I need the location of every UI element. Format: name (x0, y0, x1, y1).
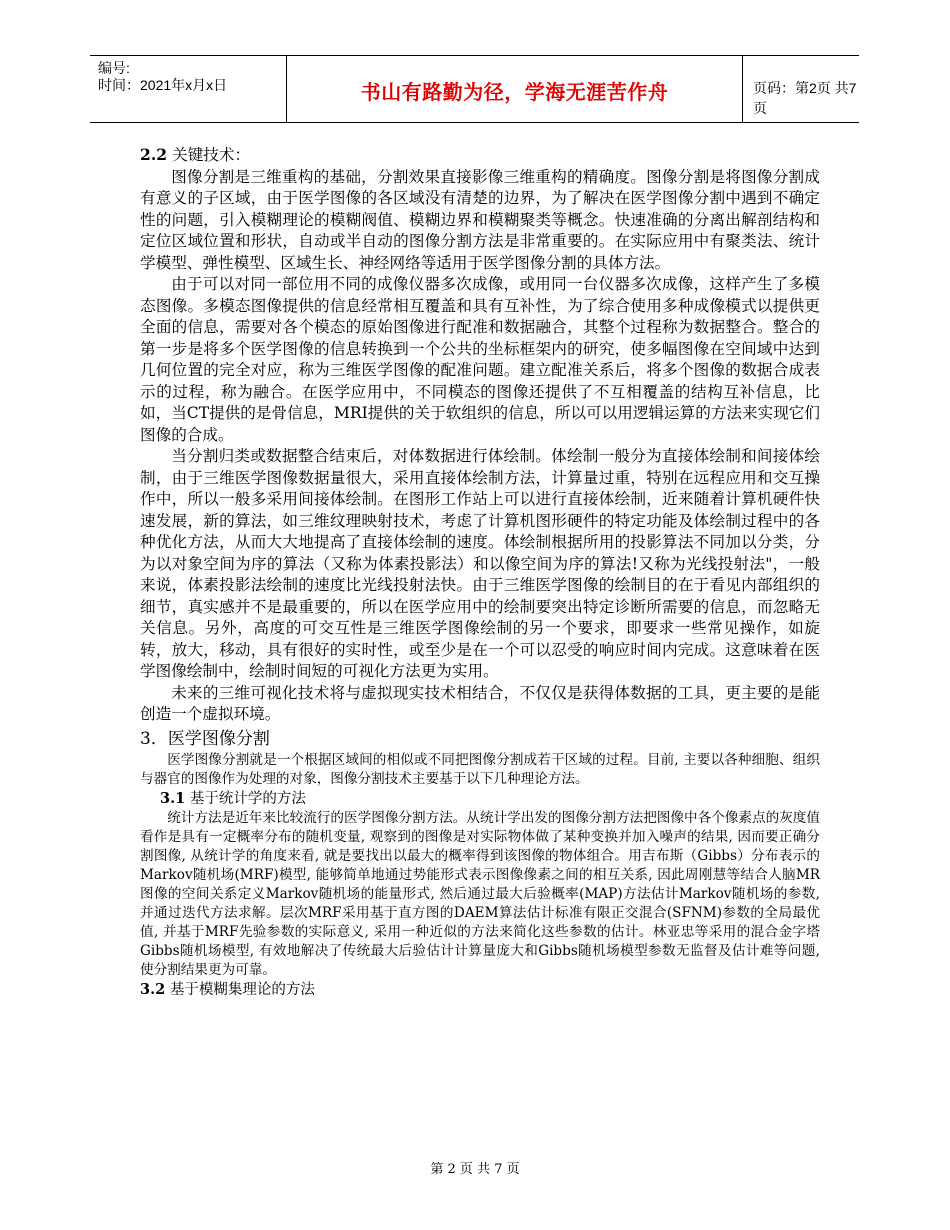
paragraph: 图像分割是三维重构的基础，分割效果直接影像三维重构的精确度。图像分割是将图像分割成有意义的子区域，由于医学图像的各区域没有清楚的边界，为了解决在医学图像分割中遇到不确定性的问题，引入模糊理论的模糊阀值、模糊边界和模糊聚类等概念。快速准确的分离出解剖结构和定位区域位置和形状，自动或半自动的图像分割方法是非常重要的。在实际应用中有聚类法、统计学模型、弹性模型、区域生长、神经网络等适用于医学图像分割的具体方法。 (140, 167, 820, 272)
section-heading-3-1 (160, 789, 820, 809)
paragraph: 当分割归类或数据整合结束后，对体数据进行体绘制。体绘制一般分为直接体绘制和间接体绘制，由于三维医学图像数据量很大，采用直接体绘制方法，计算量过重，特别在远程应用和交互操作中，所以一般多采用间接体绘制。在图形工作站上可以进行直接体绘制，近来随着计算机硬件快速发展，新的算法，如三维纹理映射技术，考虑了计算机图形硬件的特定功能及体绘制过程中的各种优化方法，从而大大地提高了直接体绘制的速度。体绘制根据所用的投影算法不同加以分类，分为以对象空间为序的算法（又称为体素投影法）和以像空间为序的算法!又称为光线投射法"，一般来说，体素投影法绘制的速度比光线投射法快。由于三维医学图像的绘制目的在于看见内部组织的细节，真实感并不是最重要的，所以在医学应用中的绘制要突出特定诊断所需要的信息，而忽略无关信息。另外，高度的可交互性是三维医学图像绘制的另一个要求，即要求一些常见操作，如旋转，放大，移动，具有很好的实时性，或至少是在一个可以忍受的响应时间内完成。这意味着在医学图像绘制中，绘制时间短的可视化方法更为实用。 (140, 447, 820, 680)
section-heading-3: 3．医学图像分割 (140, 728, 270, 749)
section-title: 基于统计学的方法 (185, 790, 306, 807)
section-number: 3.2 (140, 980, 166, 998)
doc-number-label: 编号: (98, 60, 130, 76)
section-number: 2.2 (140, 145, 168, 164)
page-header (90, 55, 859, 123)
page-footer: 第 2 页 共 7 页 (430, 1162, 520, 1177)
section-heading-2-2 (140, 144, 820, 167)
section-heading-3-2 (140, 980, 820, 1000)
header-meta (90, 56, 286, 122)
document-body (140, 144, 820, 1000)
header-page-info: 页码：第2页 共7页 (753, 80, 857, 116)
section-number: 3.1 (160, 789, 186, 807)
paragraph: 统计方法是近年来比较流行的医学图像分割方法。从统计学出发的图像分割方法把图像中各个像素点的灰度值看作是具有一定概率分布的随机变量, 观察到的图像是对实际物体做了某种变换并加入噪声的结果, 因而要正确分割图像, 从统计学的角度来看, 就是要找出以最大的概率得到该图像的物体组合。用吉布斯（Gibbs）分布表示的Markov随机场(MRF)模型, 能够简单地通过势能形式表示图像像素之间的相互关系, 因此周刚慧等结合人脑MR图像的空间关系定义Markov随机场的能量形式, 然后通过最大后验概率(MAP)方法估计Markov随机场的参数, 并通过迭代方法求解。层次MRF采用基于直方图的DAEM算法估计标准有限正交混合(SFNM)参数的全局最优值, 并基于MRF先验参数的实际意义, 采用一种近似的方法来简化这些参数的估计。林亚忠等采用的混合金字塔Gibbs随机场模型, 有效地解决了传统最大后验估计计算量庞大和Gibbs随机场模型参数无监督及估计难等问题, 使分割结果更为可靠。 (140, 809, 820, 978)
header-motto-cell (286, 56, 743, 122)
section-title: 基于模糊集理论的方法 (165, 981, 315, 998)
paragraph: 由于可以对同一部位用不同的成像仪器多次成像，或用同一台仪器多次成像，这样产生了多模态图像。多模态图像提供的信息经常相互覆盖和具有互补性，为了综合使用多种成像模式以提供更全面的信息，需要对各个模态的原始图像进行配准和数据融合，其整个过程称为数据整合。整合的第一步是将多个医学图像的信息转换到一个公共的坐标框架内的研究，使多幅图像在空间域中达到几何位置的完全对应，称为三维医学图像的配准问题。建立配准关系后，将多个图像的数据合成表示的过程，称为融合。在医学应用中，不同模态的图像还提供了不互相覆盖的结构互补信息，比如，当CT提供的是骨信息，MRI提供的关于软组织的信息，所以可以用逻辑运算的方法来实现它们图像的合成。 (140, 275, 820, 444)
paragraph: 未来的三维可视化技术将与虚拟现实技术相结合，不仅仅是获得体数据的工具，更主要的是能创造一个虚拟环境。 (140, 683, 820, 723)
header-motto: 书山有路勤为径，学海无涯苦作舟 (360, 80, 669, 104)
doc-time-label: 时间：2021年x月x日 (98, 77, 228, 93)
paragraph: 医学图像分割就是一个根据区域间的相似或不同把图像分割成若干区域的过程。目前, 主要以各种细胞、组织与器官的图像作为处理的对象，图像分割技术主要基于以下几种理论方法。 (140, 751, 820, 787)
section-title: 关键技术： (167, 146, 251, 164)
